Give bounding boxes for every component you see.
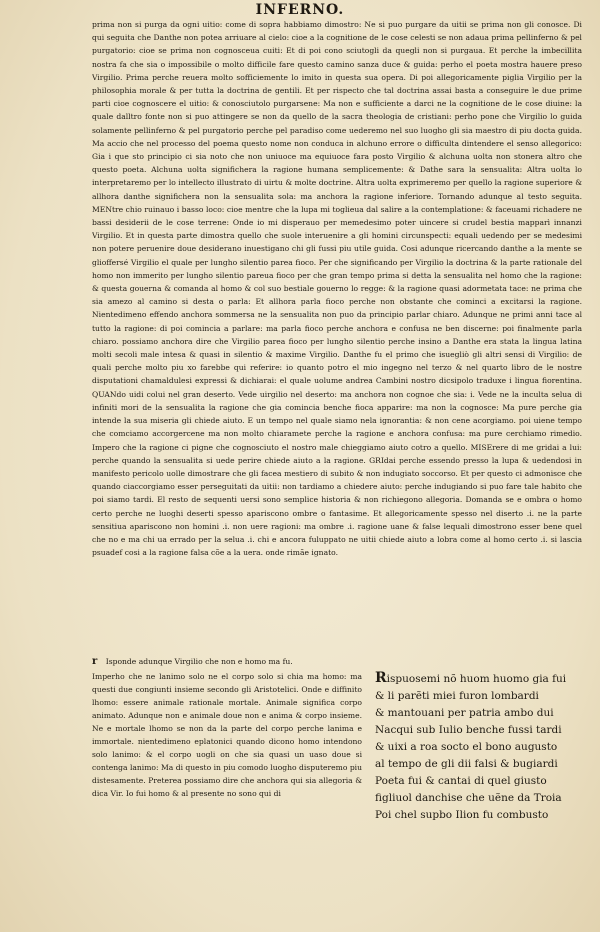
verse-line: Poi chel supbo Ilion fu combusto xyxy=(375,809,549,821)
verse-line: & mantouani per patria ambo dui xyxy=(375,707,554,719)
verse-column xyxy=(375,670,590,824)
verse-line: Poeta fui & cantai di quel giusto xyxy=(375,775,547,787)
lower-section xyxy=(92,655,582,821)
left-commentary-column: Imperho che ne lanimo solo ne el corpo solo si chia ma homo: ma questi due congiunti insieme secondo gli Aristotelici. Onde e diffinito lhomo: essere animale rationale mortale. Animale significa corpo animato. Adunque non e animale doue non e anima & corpo insieme. Ne e mortale lhomo se non da la parte del corpo perche lanima e immortale. nientedimeno eplatonici quando dicono homo intendono solo lanimo: & el corpo uogli on che sia quasi un uaso doue si contenga lanimo: Ma di questo in piu comodo luogho disputeremo piu distesamente. Preterea possiamo dire che anchora qui sia allegoria & dica Vir. Io fui homo & al presente no sono qui di xyxy=(92,672,362,798)
verse-line: Nacqui sub Iulio benche fussi tardi xyxy=(375,724,562,736)
verse-line: & li parẽti miei furon lombardi xyxy=(375,690,539,702)
lead-text: Isponde adunque Virgilio che non e homo ma fu. xyxy=(105,657,293,666)
verse-line: Rispuosemi nõ huom huomo gia fui xyxy=(375,670,567,686)
lower-lead-line xyxy=(92,655,582,668)
lead-initial: r xyxy=(92,656,98,667)
commentary-text: prima non si purga da ogni uitio: come di sopra habbiamo dimostro: Ne si puo purgare da uitii se prima non gli conosce. Di qui seguita che Danthe non potea arriuare al cielo: cioe a la cognitione de le cose celesti se non adaua prima pellinferno & pel purgatorio: cioe se prima non cognosceua cuiti: Et di poi cono sciutogli da quegli non si purgaua. Et perche la imbecillita nostra fa che sia o impossibile o molto difficile fare questo camino sanza duce & guida: perho el poeta mostra hauere preso Virgilio. Prima perche reuera molto sofficiemente lo imito in questa sua opera. Di poi allegoricamente piglia Virgilio per la philosophia morale & per tutta la doctrina de gentili. Et per rispecto che tal doctrina assai basta a conseguire le due prime parti cioe cognoscere el uitio: & conosciutolo purgarsene: Ma non e sufficiente a darci ne la cognitione de le cose diuine: la quale dalltro fonte non si puo attingere se non da quello de la sacra theologia de cristiani: perho pone che Virgilio lo guida solamente pellinferno & pel purgatorio perche pel paradiso come uederemo nel suo luogho gli sia maestro di piu docta guida. Ma accio che nel processo del poema questo nome non conduca in alchuno errore o difficulta dintendere el senso allegorico: Gia i que sto principio ci sia noto che non uniuoce ma equiuoce fara posto Virgilio & alchuna uolta non stonera altro che questo poeta. Alchuna uolta significhera la ragione humana semplicemente: & Dathe sara la sensualita: Altra uolta lo interpretaremo per lo intellecto illustrato di uirtu & molte doctrine. Altra uolta exprimeremo per quello la ragione superiore & allhora danthe significhera non la sensualita sola: ma anchora la ragione inferiore. Tornando adunque al testo seguita. MENtre chio ruinauo i basso loco: cioe mentre che la lupa mi toglieua dal salire a la contemplatione: & faceuami richadere ne bassi desiderii de le cose terrene: Onde io mi disperauo per memedesimo poter uincere si crudel bestia mapparì innanzi Virgilio. Et in questa parte dimostra quello che suole interuenire a gli homini circunspecti: equali uedendo per se medesimi non potere peruenire doue desiderano inuestigano chi gli fussi piu utile guida. Cosi adunque ricercando danthe a la mente se glioffersé Virgilio el quale per lungho silentio parea fioco. Per che significando per Virgilio la doctrina & la parte rationale del homo non immerito per lungho silentio pareua fioco per che gran tempo prima si detta la sensualita nel homo che la ragione: & questa gouerna & comanda al homo & col suo bestiale gouerno lo regge: & la ragione quasi adormetata tace: ne prima che sia amezo al camino si desta o parla: Et allhora parla fioco perche non obstante che cominci a excitarsi la ragione. Nientedimeno effendo anchora sommersa ne la sensualita non puo da principio parlar chiaro. Adunque ne primi anni tace al tutto la ragione: di poi comincia a parlare: ma parla fioco perche anchora e confusa ne ben discerne: poi finalmente parla chiaro. possiamo anchora dire che Virgilio parea fioco per lungho silentio perche insino a Danthe era stata la lingua latina molti secoli male intesa & quasi in silentio & maxime Virgilio. Danthe fu el primo che isuegliò gli altri sensi di Virgilio: de quali perche molto piu xo farebbe qui referire: io quanto potro el mio ingegno nel terzo & nel quarto libro de le nostre disputationi chamaldulesi expressi & dichiarai: el quale uolume andrea Cambini nostro dicsipolo traduxe i lingua fiorentina. QUANdo uidi colui nel gran deserto. Vede uirgilio nel deserto: ma anchora non cognoe che sia: i. Vede ne la inculta selua di infiniti mori de la sensualita la ragione che gia comincia benche fioca apparire: ma non la cognosce: Ma pure perche gia intende la sua miseria gli chiede aiuto. E un tempo nel quale siamo nela ignorantia: & non cene acorgiamo. poi uiene tempo che comciamo accorgercene ma non molto chiaramete perche la ragione e anchora confusa: ma pure cerchiamo rimedio. Impero che la ragione ci pigne che cognosciuto el nostro male chieggiamo aiuto cotro a quello. MISErere di me gridai a lui: perche quando la sensualita si uede perire chiede aiuto a la ragione. GRIdai perche essendo presso la lupa & uedendosi in manifesto pericolo uolle dimostrare che gli facea mestiero di subito & non indugiato soccorso. Et per questo ci admonisce che quando ciaccorgiamo esser perseguitati da uitii: non tardiamo a chiedere aiuto: perche indugiando si puo fare tale habito che poi siamo tardi. El resto de sequenti uersi sono semplice historia & non richiegono allegoria. Domanda se e ombra o homo certo perche ne luoghi deserti spesso apariscono ombre o fantasime. Et allegoricamente spesso nel diserto .i. ne la parte sensitiua apariscono non homini .i. non uere ragioni: ma ombre .i. ragione uane & false lequali dimostrono esser bene quel che no e ma chi ua errado per la selua .i. chi e ancora fuluppato ne uitii chiede aiuto a lobra come al homo certo .i. si lascia psuadef cosi a la ragione falsa cõe a la uera. onde rimãe ignato. xyxy=(92,20,582,558)
page-title: INFERNO. xyxy=(255,2,345,18)
verse-line: al tempo de gli dii falsi & bugiardi xyxy=(375,758,558,770)
verse-line: & uixi a roa socto el bono augusto xyxy=(375,741,558,753)
verse-line: figliuol danchise che uẽne da Troia xyxy=(375,792,562,804)
